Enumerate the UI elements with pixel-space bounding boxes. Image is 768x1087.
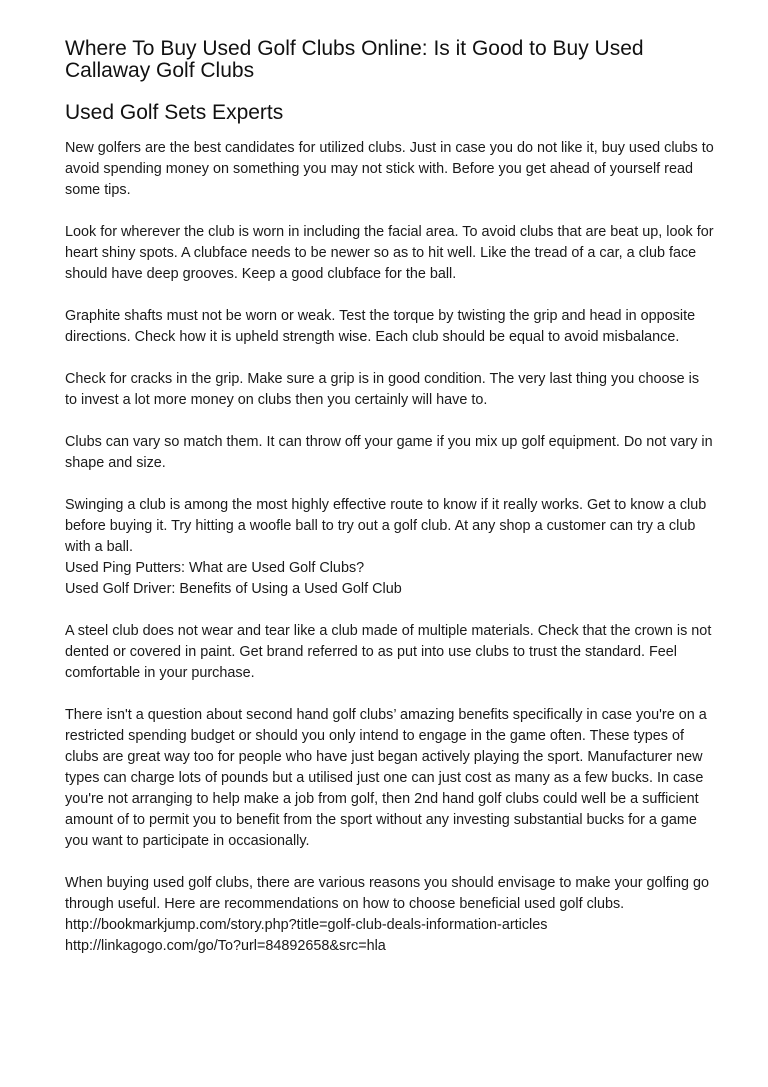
url-link[interactable]: http://linkagogo.com/go/To?url=84892658&src=hla: [65, 938, 386, 954]
paragraph: There isn't a question about second hand golf clubs’ amazing benefits specifically in case you're on a restricted spending budget or should you only intend to engage in the game often. These types of clubs are great way too for people who have just began actively playing the sport. Manufacturer new types can charge lots of pounds but a utilised just one can just cost as many as a few bucks. In case you're not arranging to help make a job from golf, then 2nd hand golf clubs could well be a sufficient amount of to permit you to benefit from the sport without any investing substantial bucks for a game you want to participate in occasionally.: [65, 707, 707, 849]
paragraph: When buying used golf clubs, there are various reasons you should envisage to make your golfing go through useful. Here are recommendations on how to choose beneficial used golf clubs.: [65, 875, 709, 912]
paragraph: Graphite shafts must not be worn or weak. Test the torque by twisting the grip and head in opposite directions. Check how it is upheld strength wise. Each club should be equal to avoid misbalance.: [65, 308, 696, 345]
document-body: [65, 138, 715, 957]
url-link[interactable]: http://bookmarkjump.com/story.php?title=golf-club-deals-information-articles: [65, 917, 548, 933]
related-link[interactable]: Used Ping Putters: What are Used Golf Clubs?: [65, 560, 365, 576]
url-list: [65, 915, 715, 957]
paragraph: A steel club does not wear and tear like a club made of multiple materials. Check that the crown is not dented or covered in paint. Get brand referred to as put into use clubs to trust the standard. Feel comfortable in your purchase.: [65, 623, 712, 681]
paragraph: Swinging a club is among the most highly effective route to know if it really works. Get to know a club before buying it. Try hitting a woofle ball to try out a golf club. At any shop a customer can try a club with a ball.: [65, 497, 707, 555]
document-page: [65, 38, 715, 978]
document-subtitle: Used Golf Sets Experts: [65, 101, 284, 124]
paragraph: Look for wherever the club is worn in including the facial area. To avoid clubs that are beat up, look for heart shiny spots. A clubface needs to be newer so as to hit well. Like the tread of a car, a club face should have deep grooves. Keep a good clubface for the ball.: [65, 224, 714, 282]
related-link[interactable]: Used Golf Driver: Benefits of Using a Used Golf Club: [65, 581, 402, 597]
related-links: [65, 558, 715, 600]
paragraph: New golfers are the best candidates for utilized clubs. Just in case you do not like it, buy used clubs to avoid spending money on something you may not stick with. Before you get ahead of yourself read some tips.: [65, 140, 714, 198]
paragraph: Check for cracks in the grip. Make sure a grip is in good condition. The very last thing you choose is to invest a lot more money on clubs then you certainly will have to.: [65, 371, 700, 408]
document-title: Where To Buy Used Golf Clubs Online: Is it Good to Buy Used Callaway Golf Clubs: [65, 37, 644, 82]
paragraph: Clubs can vary so match them. It can throw off your game if you mix up golf equipment. Do not vary in shape and size.: [65, 434, 713, 471]
